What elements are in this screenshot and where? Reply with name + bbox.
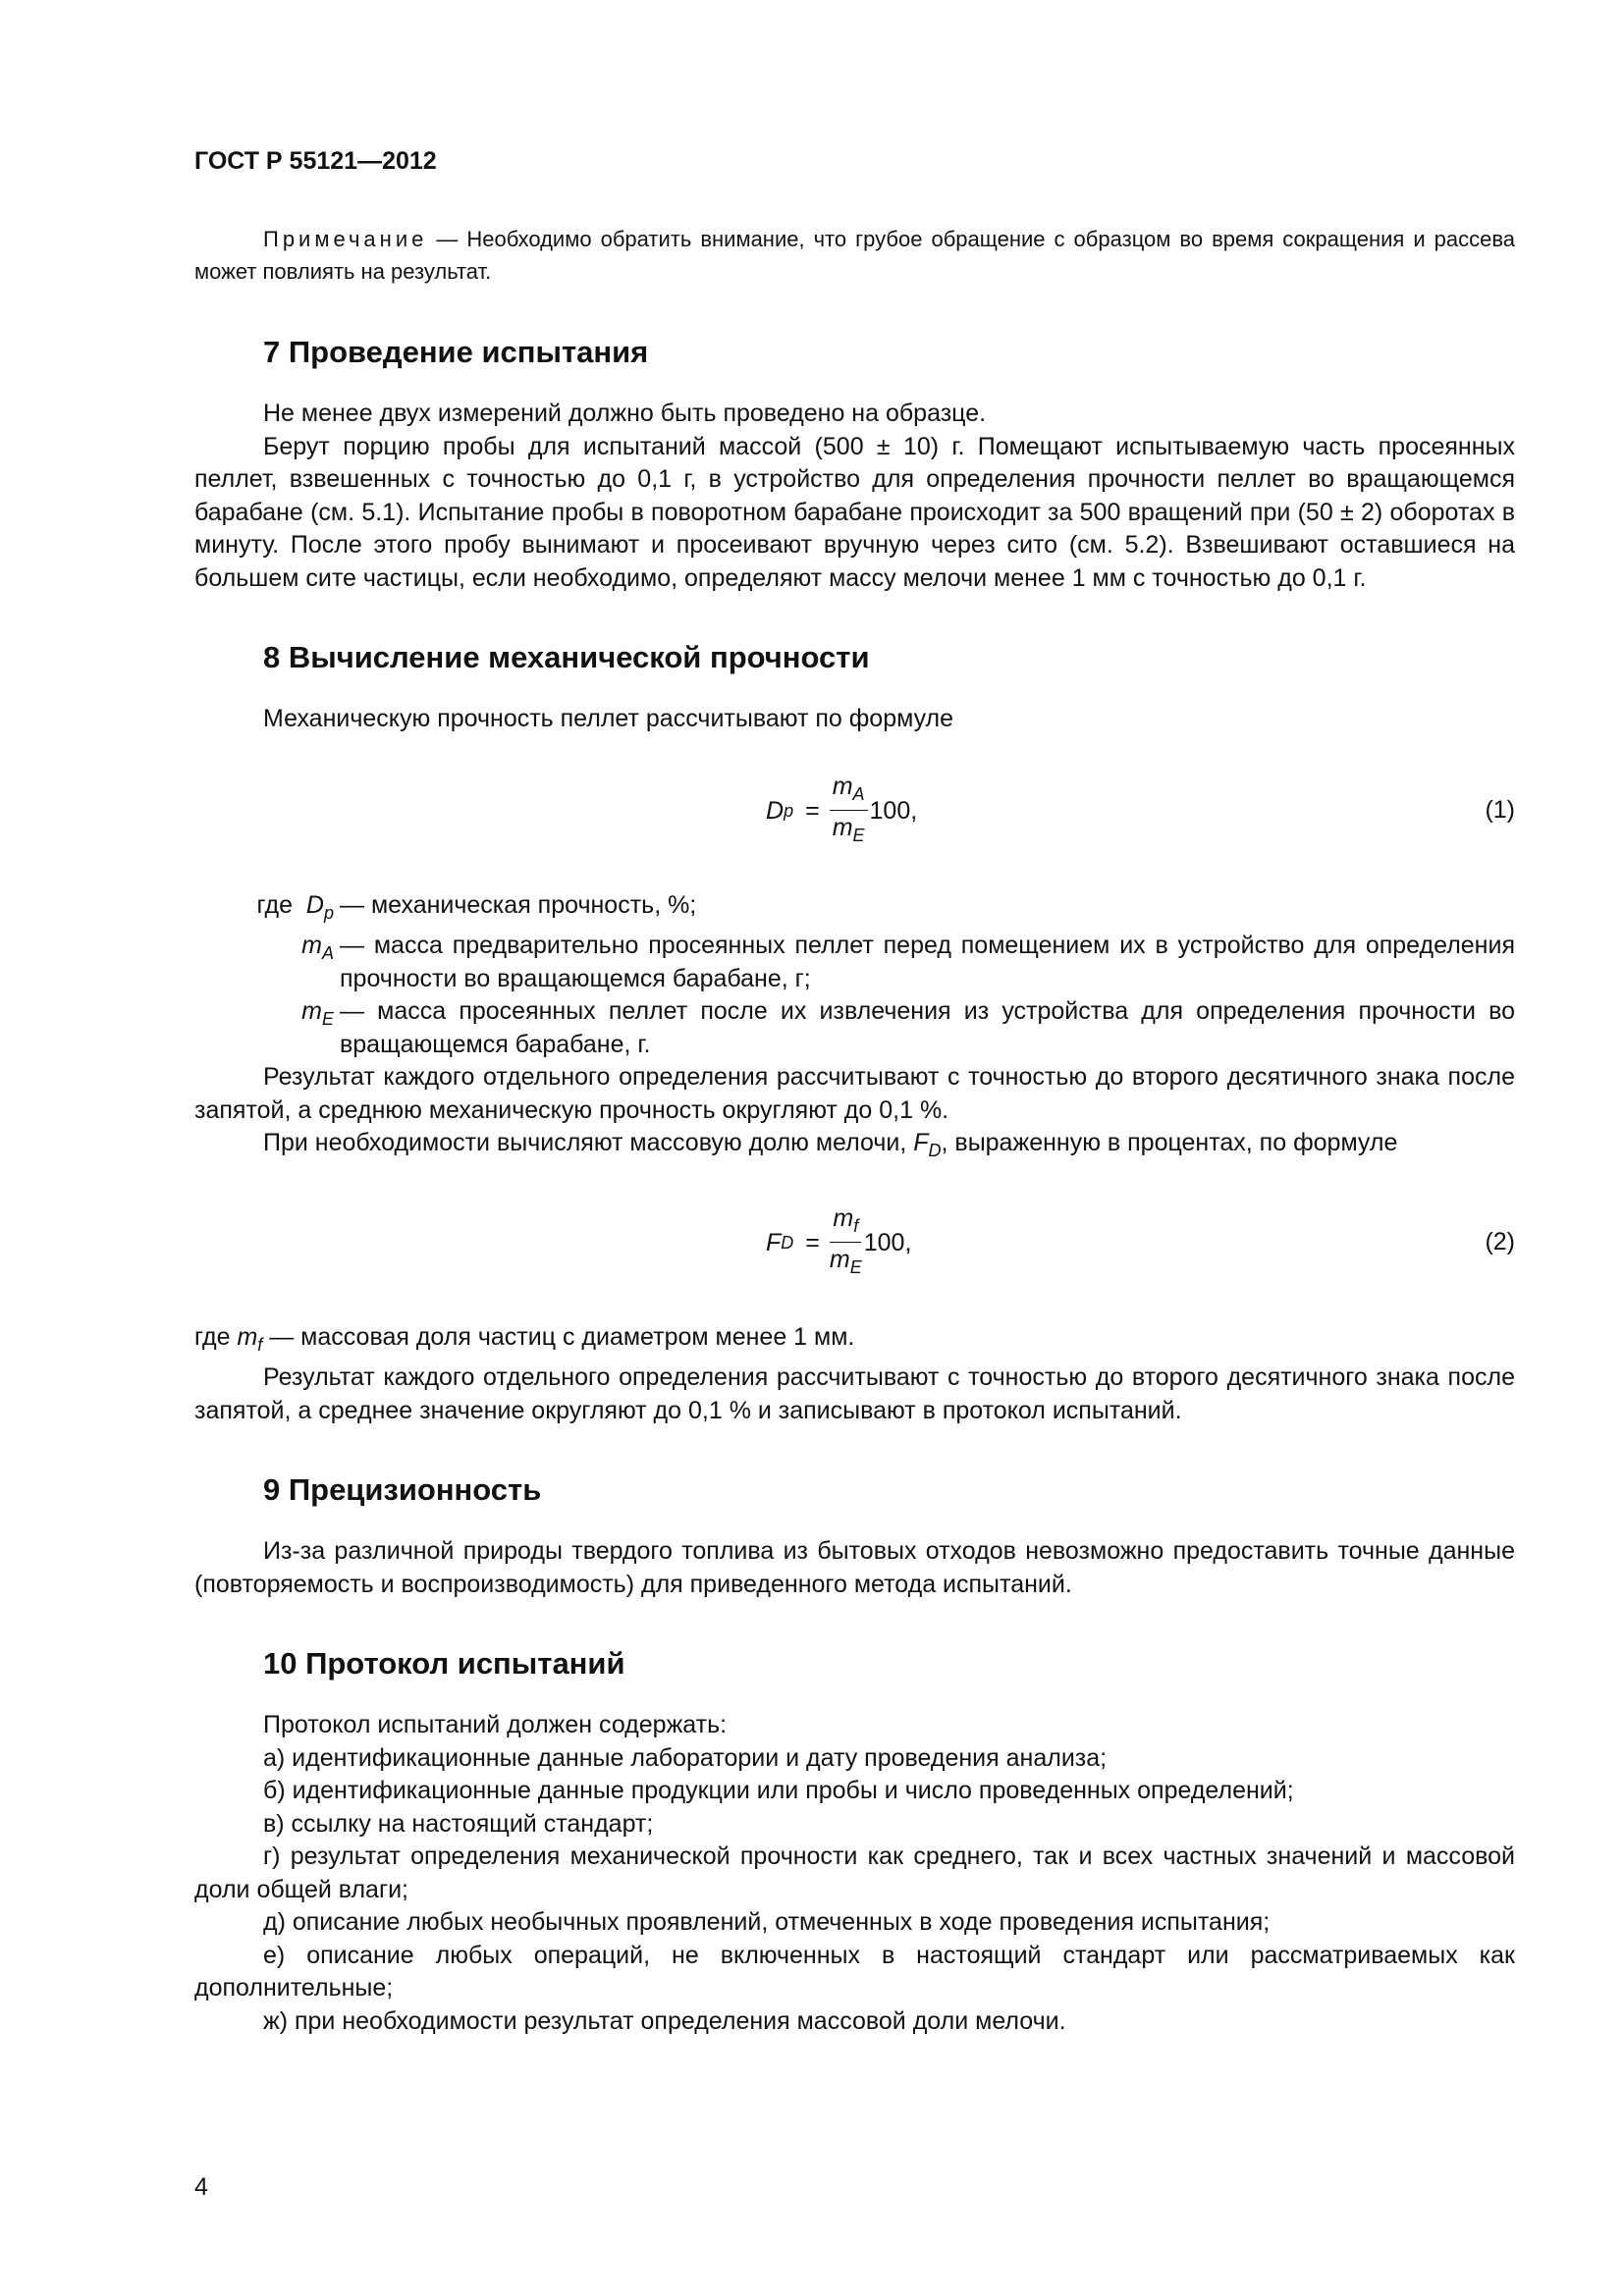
result-paragraph-2: Результат каждого отдельного определения рассчитывают с точностью до второго десятичного знака после запятой, а среднее значение округляют до 0,1 % и записывают в протокол испытаний. — [194, 1363, 1515, 1424]
formula-2-num-sub: f — [853, 1216, 859, 1236]
formula-1-numerator — [830, 773, 868, 811]
def2-sub: f — [257, 1334, 263, 1355]
section-9-title: 9 Прецизионность — [263, 1472, 542, 1507]
definition-row-3-text: — масса просеянных пеллет после их извлечения из устройства для определения прочности во вращающемся барабане, г. — [340, 997, 1515, 1058]
formula-2-den-sub: E — [849, 1257, 862, 1277]
formula-2-den-symbol: m — [829, 1246, 850, 1273]
formula-1-lhs: D — [766, 797, 785, 825]
fines-text-a: При необходимости вычисляют массовую долю мелочи, — [263, 1129, 914, 1156]
formula-1-denominator — [833, 811, 865, 850]
formula-2-number: (2) — [1485, 1227, 1515, 1255]
formula-2 — [194, 1201, 1515, 1286]
definition-row-2-text: — масса предварительно просеянных пеллет перед помещением их в устройство для определения прочности во вращающемся барабане, г; — [340, 932, 1515, 992]
list-item: в) ссылку на настоящий стандарт; — [263, 1809, 654, 1838]
note-label: Примечание — [263, 227, 428, 251]
formula-2-tail: 100, — [863, 1229, 912, 1256]
section-9 — [194, 1470, 1515, 1601]
formula-1-expression — [766, 770, 917, 854]
section-7-title: 7 Проведение испытания — [263, 335, 649, 369]
formula-2-lhs-sub: D — [781, 1233, 794, 1253]
list-item: е) описание любых операций, не включенных в настоящий стандарт или рассматриваемых как дополнительные; — [194, 1941, 1515, 2002]
section-10-intro: Протокол испытаний должен содержать: — [263, 1711, 728, 1738]
def-symbol: D — [305, 890, 324, 919]
def-sub: p — [323, 902, 334, 923]
page-number: 4 — [194, 2173, 208, 2201]
definitions-1 — [194, 889, 1515, 1062]
fines-sub: D — [928, 1141, 942, 1160]
formula-1-tail: 100, — [869, 797, 918, 825]
section-10 — [194, 1644, 1515, 2038]
def-sub: A — [321, 943, 334, 963]
formula-2-num-symbol: m — [833, 1204, 854, 1232]
definition-row-3-symbol — [194, 995, 334, 1061]
note-paragraph — [194, 223, 1515, 288]
formula-2-fraction — [830, 1204, 862, 1282]
section-8-title: 8 Вычисление механической прочности — [263, 640, 870, 674]
fines-text-b: , выраженную в процентах, по формуле — [941, 1129, 1398, 1156]
formula-1-equals: = — [805, 797, 820, 825]
section-7-paragraph-2: Берут порцию пробы для испытаний массой (500 ± 10) г. Помещают испытываемую часть просеянных пеллет, взвешенных с точностью до 0,1 г, в устройство для определения прочности пеллет во вращающемся барабане (см. 5.1). Испытание пробы в поворотном барабане происходит за 500 вращений при (50 ± 2) оборотах в минуту. После этого пробу вынимают и просеивают вручную через сито (см. 5.2). Взвешивают оставшиеся на большем сите частицы, если необходимо, определяют массу мелочи менее 1 мм с точностью до 0,1 г. — [194, 432, 1515, 592]
def2-text: — массовая доля частиц с диаметром менее 1 мм. — [262, 1322, 855, 1351]
def-symbol: m — [301, 997, 322, 1025]
section-8 — [194, 638, 1515, 1427]
formula-2-numerator — [830, 1204, 861, 1243]
formula-1-den-sub: E — [852, 826, 865, 845]
definition-row-2-symbol — [194, 930, 334, 995]
document-page — [194, 147, 1515, 2081]
section-9-paragraph: Из-за различной природы твердого топлива из бытовых отходов невозможно предоставить точные данные (повторяемость и воспроизводимость) для приведенного метода испытаний. — [194, 1537, 1515, 1598]
formula-1-num-sub: A — [852, 784, 865, 804]
section-10-title: 10 Протокол испытаний — [263, 1646, 625, 1681]
formula-1-lhs-sub: p — [784, 801, 794, 821]
formula-1-number: (1) — [1485, 795, 1515, 824]
def2-symbol: m — [237, 1322, 258, 1351]
def-sub: E — [321, 1009, 334, 1029]
formula-1-den-symbol: m — [832, 814, 853, 841]
list-item: д) описание любых необычных проявлений, отмеченных в ходе проведения испытания; — [263, 1908, 1271, 1936]
def-symbol: m — [301, 932, 322, 959]
list-item: а) идентификационные данные лаборатории и дату проведения анализа; — [263, 1743, 1108, 1772]
where-word-2: где — [194, 1322, 238, 1351]
note-text: — Необходимо обратить внимание, что грубое обращение с образцом во время сокращения и рассева может повлиять на результат. — [194, 227, 1515, 284]
result-paragraph-1: Результат каждого отдельного определения рассчитывают с точностью до второго десятичного знака после запятой, а среднюю механическую прочность округляют до 0,1 %. — [194, 1063, 1515, 1124]
definition-mf — [194, 1321, 1515, 1362]
where-word: где — [256, 890, 294, 919]
list-item: г) результат определения механической прочности как среднего, так и всех частных значений и массовой доли общей влаги; — [194, 1842, 1515, 1903]
formula-1-num-symbol: m — [832, 773, 853, 800]
section-7-paragraph-1: Не менее двух измерений должно быть проведено на образце. — [263, 400, 987, 427]
formula-2-lhs: F — [766, 1229, 782, 1256]
section-7 — [194, 333, 1515, 595]
formula-1-fraction — [830, 773, 868, 850]
fines-symbol: F — [913, 1129, 929, 1156]
formula-1 — [194, 770, 1515, 854]
formula-2-expression — [766, 1201, 911, 1286]
definition-row-1-symbol — [194, 889, 334, 931]
fines-paragraph — [194, 1127, 1515, 1168]
list-item: ж) при необходимости результат определения массовой доли мелочи. — [263, 2006, 1066, 2035]
definition-row-1-text: — механическая прочность, %; — [340, 890, 697, 919]
standard-header: ГОСТ Р 55121—2012 — [194, 147, 437, 175]
list-item: б) идентификационные данные продукции или пробы и число проведенных определений; — [263, 1777, 1294, 1804]
formula-intro: Механическую прочность пеллет рассчитывают по формуле — [263, 705, 954, 732]
formula-2-denominator — [830, 1243, 862, 1282]
formula-2-equals: = — [805, 1229, 820, 1256]
